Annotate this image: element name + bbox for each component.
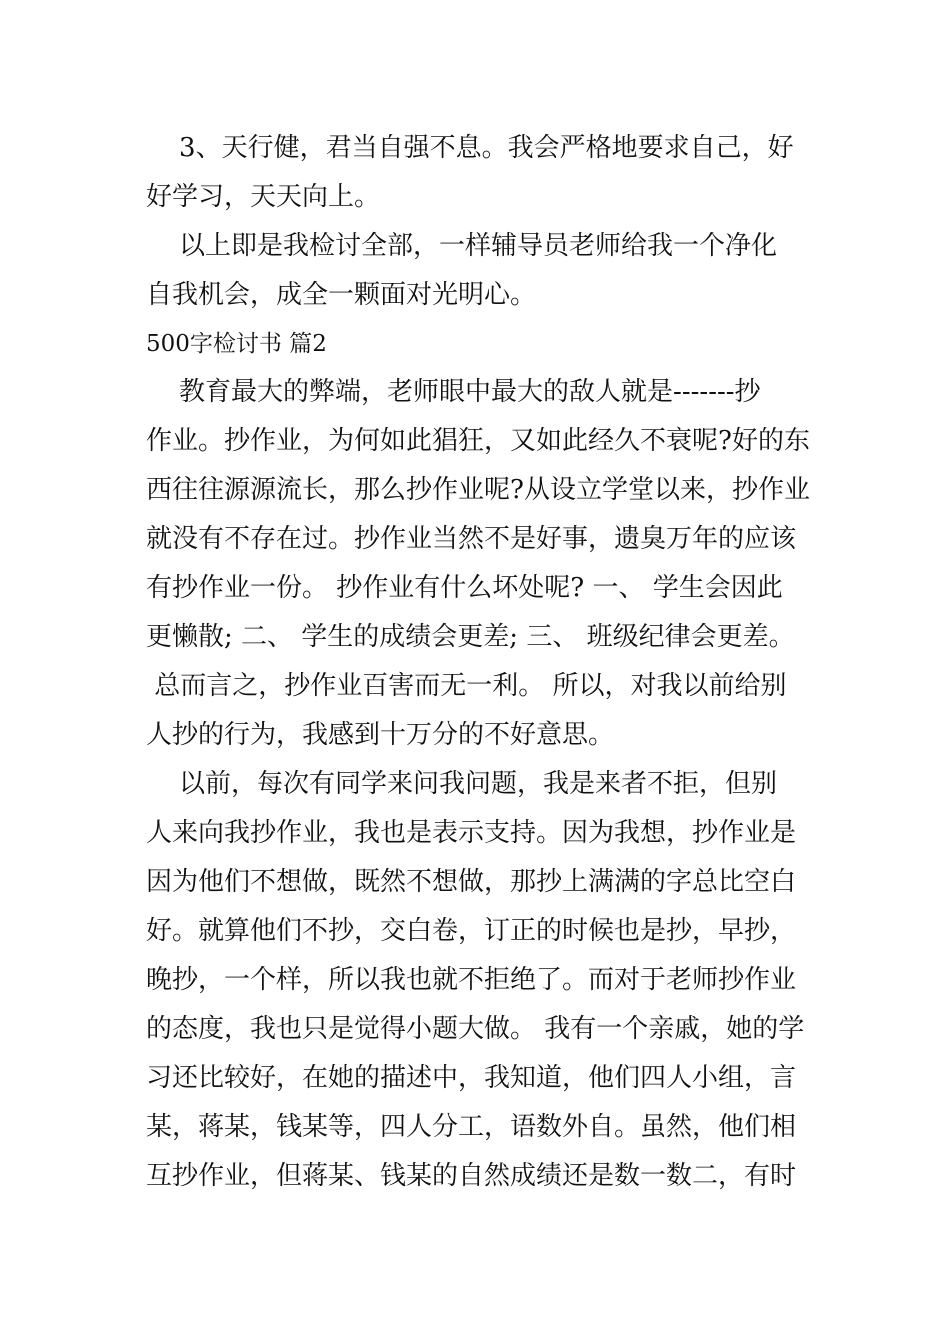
text-line: 某，蒋某，钱某等，四人分工，语数外自。虽然，他们相: [146, 1112, 797, 1142]
text-line: 作业。抄作业，为何如此猖狂，又如此经久不衰呢?好的东: [146, 426, 810, 456]
section-heading: 500字检讨书 篇2: [146, 331, 327, 357]
text-line: 互抄作业，但蒋某、钱某的自然成绩还是数一数二，有时: [146, 1161, 797, 1191]
text-line: 就没有不存在过。抄作业当然不是好事，遗臭万年的应该: [146, 524, 797, 554]
text-line: 以前，每次有同学来问我问题，我是来者不拒，但别: [146, 769, 778, 799]
text-line: 3、天行健，君当自强不息。我会严格地要求自己，好: [146, 133, 794, 163]
text-line: 西往往源源流长，那么抄作业呢?从设立学堂以来，抄作业: [146, 475, 810, 505]
text-line: 更懒散; 二、 学生的成绩会更差; 三、 班级纪律会更差。: [146, 622, 795, 652]
text-line: 的态度，我也只是觉得小题大做。 我有一个亲戚，她的学: [146, 1014, 805, 1044]
text-line: 教育最大的弊端，老师眼中最大的敌人就是-------抄: [146, 377, 761, 407]
text-line: 人来向我抄作业，我也是表示支持。因为我想，抄作业是: [146, 818, 797, 848]
text-line: 习还比较好，在她的描述中，我知道，他们四人小组，言: [146, 1063, 797, 1093]
text-line: 好。就算他们不抄，交白卷，订正的时候也是抄，早抄，: [146, 916, 797, 946]
paragraph-previous-behavior: [146, 760, 836, 1201]
text-line: 好学习，天天向上。: [146, 182, 381, 212]
text-line: 人抄的行为，我感到十万分的不好意思。: [146, 720, 615, 750]
paragraph-copying-homework: [146, 368, 836, 760]
text-line: 自我机会，成全一颗面对光明心。: [146, 280, 537, 310]
paragraph-resolution-3: [146, 124, 836, 222]
text-line: 因为他们不想做，既然不想做，那抄上满满的字总比空白: [146, 867, 797, 897]
text-line: 以上即是我检讨全部，一样辅导员老师给我一个净化: [146, 231, 778, 261]
text-line: 总而言之，抄作业百害而无一利。 所以，对我以前给别: [146, 671, 787, 701]
paragraph-closing: [146, 222, 836, 320]
document-body: [146, 124, 836, 1201]
text-line: 有抄作业一份。 抄作业有什么坏处呢? 一、 学生会因此: [146, 573, 783, 603]
text-line: 晚抄，一个样，所以我也就不拒绝了。而对于老师抄作业: [146, 965, 797, 995]
